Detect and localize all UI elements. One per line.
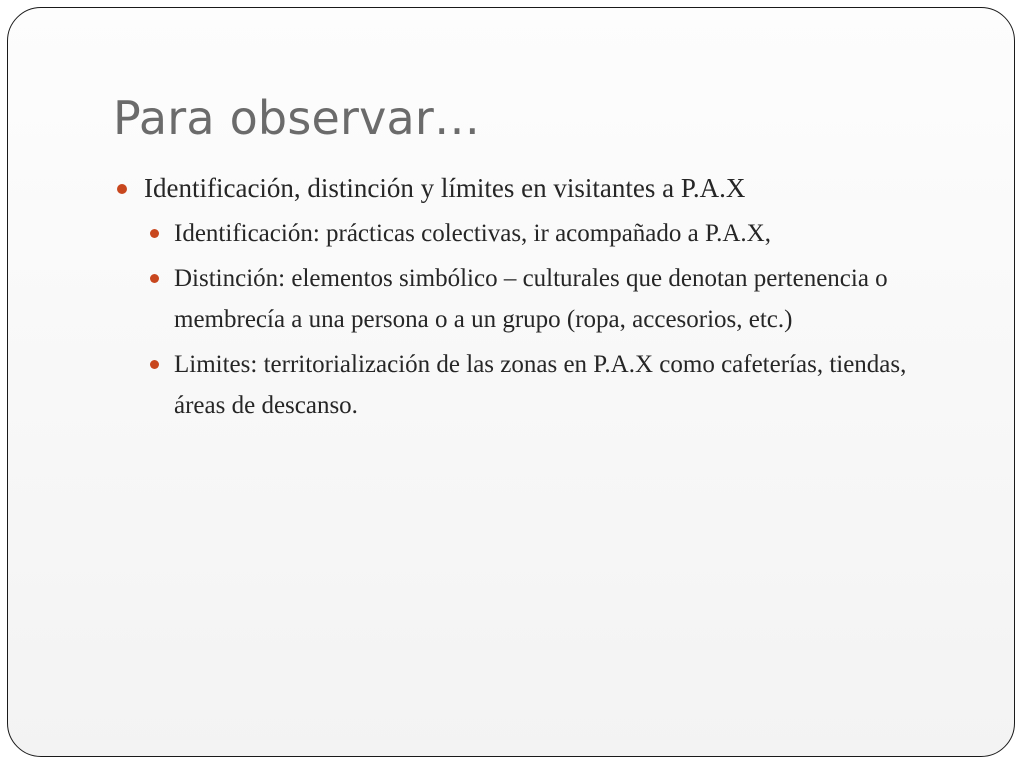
sub-bullet-text: Distinción: elementos simbólico – culturales que denotan pertenencia o membrecía a una persona o a un grupo (ropa, accesorios, etc.) xyxy=(174,265,888,333)
sub-bullet-item xyxy=(174,258,937,340)
slide-title: Para observar… xyxy=(113,91,481,145)
sub-bullet-text: Limites: territorialización de las zonas en P.A.X como cafeterías, tiendas, áreas de descanso. xyxy=(174,351,907,419)
bullet-dot-icon xyxy=(150,229,159,238)
bullet-dot-icon xyxy=(117,184,127,194)
main-bullet-point xyxy=(117,167,937,209)
sub-bullet-list xyxy=(174,213,937,426)
sub-bullet-list-container xyxy=(174,213,937,426)
bullet-dot-icon xyxy=(150,360,159,369)
sub-bullet-item xyxy=(174,344,937,426)
sub-bullet-item xyxy=(174,213,937,254)
main-bullet-text: Identificación, distinción y límites en visitantes a P.A.X xyxy=(144,173,746,203)
bullet-dot-icon xyxy=(150,274,159,283)
sub-bullet-text: Identificación: prácticas colectivas, ir acompañado a P.A.X, xyxy=(174,220,771,247)
slide-content xyxy=(117,167,937,430)
